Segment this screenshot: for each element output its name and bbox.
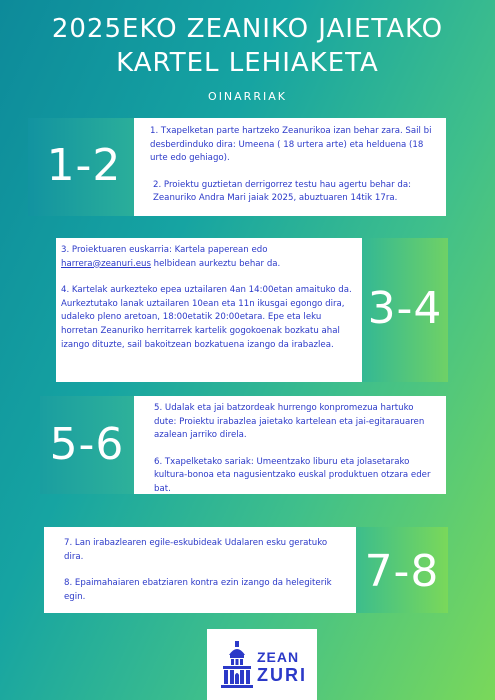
rule-3 [61, 244, 354, 271]
rule-3-text-end: helbidean aurkeztu behar da. [150, 258, 281, 269]
zeanuri-logo [207, 629, 317, 700]
rule-7: 7. Lan irabazlearen egile-eskubideak Udalaren esku geratuko dira. [64, 538, 328, 562]
rule-8: 8. Epaimahaiaren ebatziaren kontra ezin izango da helegiterik egin. [64, 578, 332, 602]
subtitle: OINARRIAK [208, 90, 287, 103]
poster-title [0, 12, 495, 80]
section-1-2-panel [134, 118, 446, 216]
logo-text-top: ZEAN [257, 649, 300, 665]
rule-2: 2. Proiektu guztietan derrigorrez testu hau agertu behar da: Zeanuriko Andra Mari jaiak 2025, abuztuaren 14tik 17ra. [153, 179, 412, 204]
town-hall-icon [219, 641, 255, 691]
section-5-6-panel [134, 396, 446, 494]
rule-1: 1. Txapelketan parte hartzeko Zeanurikoa izan behar zara. Sail bi desberdinduko dira: Umeena ( 18 urtera arte) eta helduena (18 urte edo gehiago). [150, 126, 432, 164]
section-7-8-number: 7-8 [364, 546, 440, 597]
section-5-6-number: 5-6 [49, 419, 125, 470]
title-line-2: KARTEL LEHIAKETA [116, 48, 379, 78]
rule-5: 5. Udalak eta jai batzordeak hurrengo konpromezua hartuko dute: Proiektu irabazlea jaietako kartelean eta jai-egitarauaren azalean jarriko direla. [154, 403, 425, 441]
title-line-1: 2025EKO ZEANIKO JAIETAKO [51, 14, 444, 44]
section-7-8-panel [44, 527, 356, 613]
section-3-4-panel [56, 238, 362, 382]
rule-6: 6. Txapelketako sariak: Umeentzako liburu eta jolasetarako kultura-bonoa eta nagusientzako euskal produktuen otzara eder bat. [154, 456, 431, 494]
section-1-2-number: 1-2 [46, 140, 122, 191]
email-link[interactable]: harrera@zeanuri.eus [61, 258, 151, 269]
logo-text-bottom: ZURI [257, 665, 307, 685]
section-3-4-number: 3-4 [367, 283, 443, 334]
rule-4: 4. Kartelak aurkezteko epea uztailaren 4an 14:00etan amaituko da. Aurkeztutako lanak uztailaren 10ean eta 11n ikusgai egongo dira, udaleko pleno aretoan, 18:00etatik 20:00etara. Epe eta leku horretan Zeanuriko herritarrek kartelik gogokoenak bozkatu ahal izango dituzte, sail bakoitzean bozkatuena izango da irabazlea. [61, 285, 352, 350]
rule-3-text-start: 3. Proiektuaren euskarria: Kartela paperean edo [61, 245, 268, 255]
